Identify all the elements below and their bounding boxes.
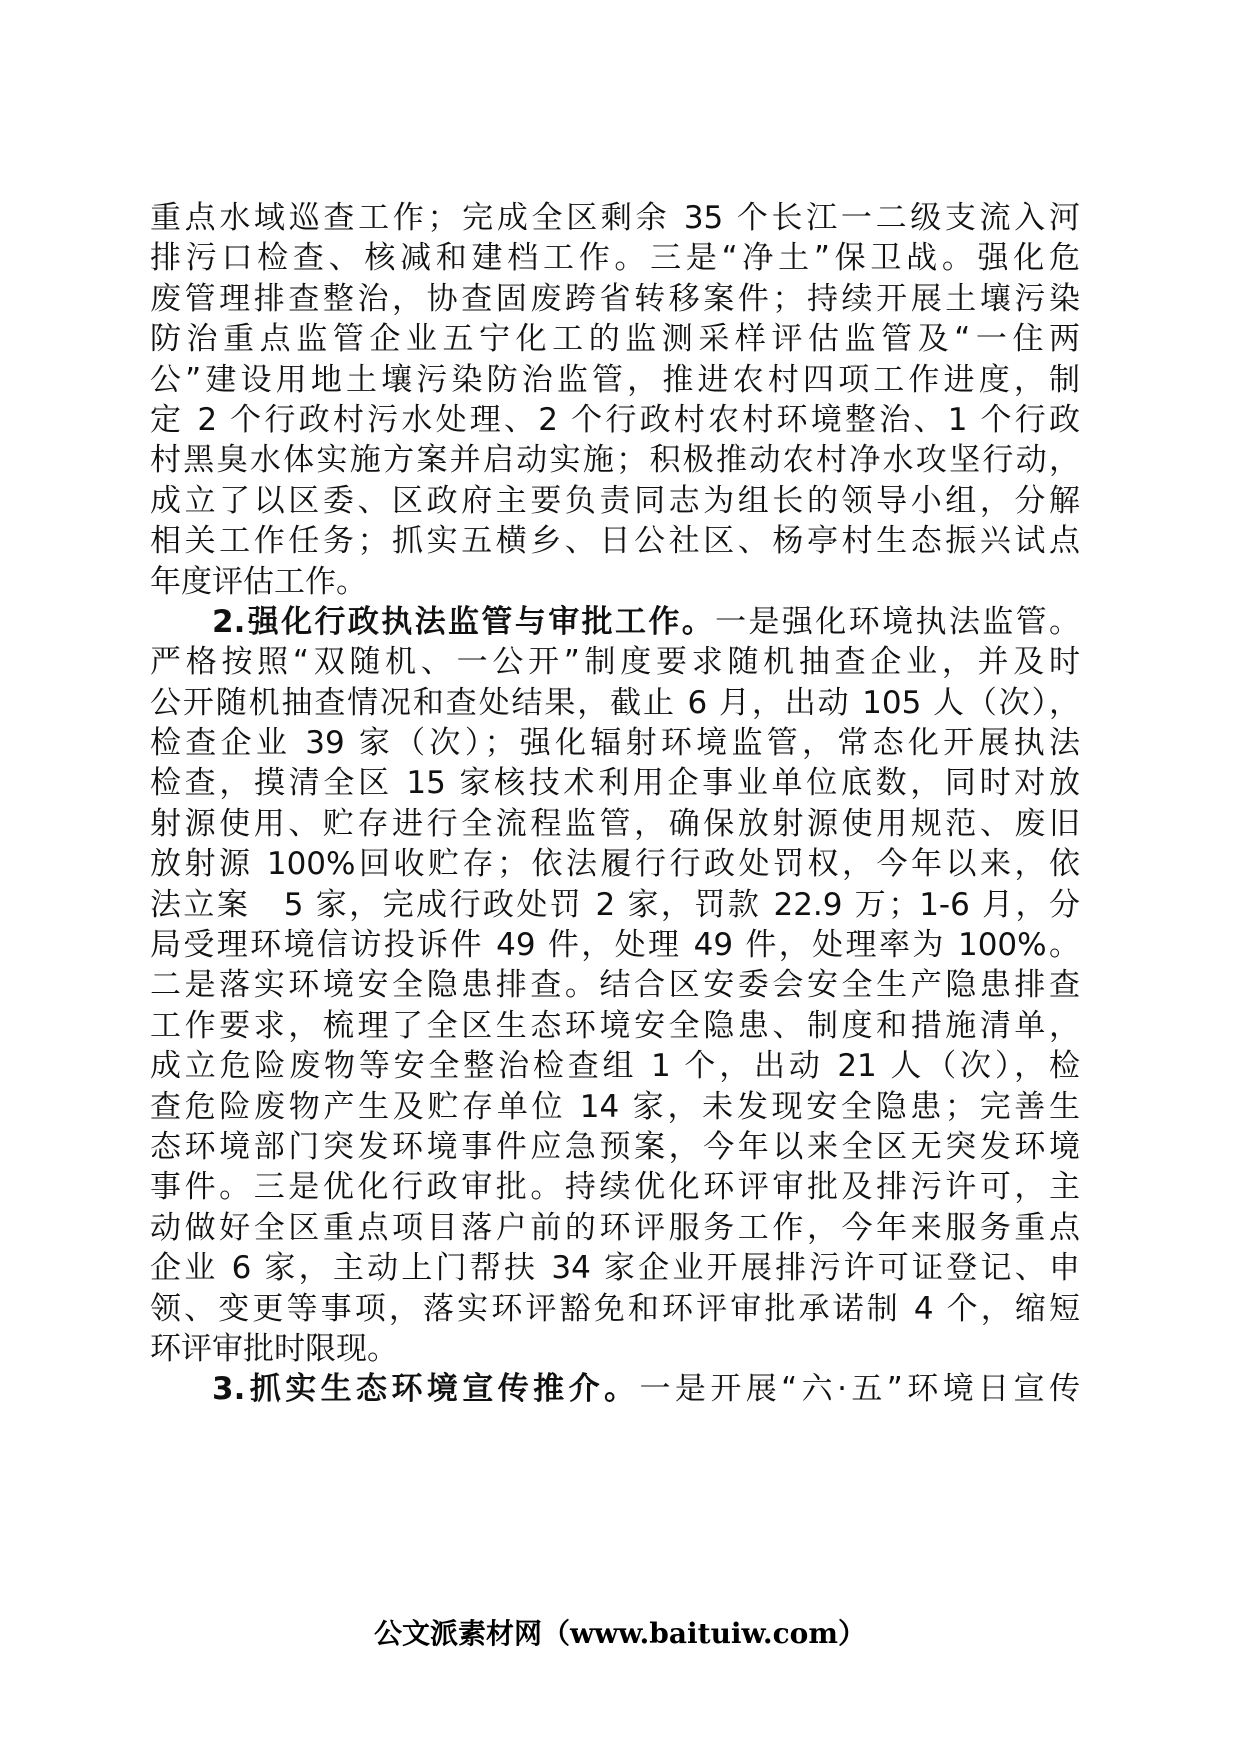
text-line: 严格按照“双随机、一公开”制度要求随机抽查企业，并及时 bbox=[150, 644, 1080, 681]
text-line: 检查，摸清全区 15 家核技术利用企事业单位底数，同时对放 bbox=[150, 765, 1080, 802]
text-line: 成立了以区委、区政府主要负责同志为组长的领导小组，分解 bbox=[150, 482, 1080, 519]
paragraph-2-first-line bbox=[150, 602, 1080, 642]
footer-watermark: 公文派素材网（www.baituiw.com） bbox=[374, 1617, 866, 1650]
text-line: 废管理排查整治，协查固废跨省转移案件；持续开展土壤污染 bbox=[150, 280, 1080, 317]
text-line: 一是开展“六·五”环境日宣传 bbox=[639, 1371, 1080, 1408]
text-line: 公”建设用地土壤污染防治监管，推进农村四项工作进度，制 bbox=[150, 361, 1080, 398]
text-line: 环评审批时限现。 bbox=[150, 1330, 398, 1367]
section-heading-3: 3.抓实生态环境宣传推介。 bbox=[212, 1371, 640, 1408]
text-line: 相关工作任务；抓实五横乡、日公社区、杨亭村生态振兴试点 bbox=[150, 523, 1080, 560]
text-line: 事件。三是优化行政审批。持续优化环评审批及排污许可，主 bbox=[150, 1169, 1080, 1206]
text-line: 成立危险废物等安全整治检查组 1 个，出动 21 人（次），检 bbox=[150, 1048, 1080, 1085]
text-line: 防治重点监管企业五宁化工的监测采样评估监管及“一住两 bbox=[150, 321, 1080, 358]
paragraph-3-first-line bbox=[150, 1369, 1080, 1409]
text-line: 态环境部门突发环境事件应急预案，今年以来全区无突发环境 bbox=[150, 1128, 1080, 1165]
text-line: 定 2 个行政村污水处理、2 个行政村农村环境整治、1 个行政 bbox=[150, 401, 1080, 438]
text-line: 局受理环境信访投诉件 49 件，处理 49 件，处理率为 100%。 bbox=[150, 927, 1080, 964]
document-body bbox=[150, 198, 1080, 1410]
text-line: 放射源 100%回收贮存；依法履行行政处罚权，今年以来，依 bbox=[150, 846, 1080, 883]
text-line: 一是强化环境执法监管。 bbox=[715, 603, 1080, 640]
text-line: 排污口检查、核减和建档工作。三是“净土”保卫战。强化危 bbox=[150, 240, 1080, 277]
text-line: 企业 6 家，主动上门帮扶 34 家企业开展排污许可证登记、申 bbox=[150, 1250, 1080, 1287]
text-line: 年度评估工作。 bbox=[150, 563, 367, 600]
text-line: 法立案 5 家，完成行政处罚 2 家，罚款 22.9 万；1-6 月，分 bbox=[150, 886, 1080, 923]
text-line: 村黑臭水体实施方案并启动实施；积极推动农村净水攻坚行动， bbox=[150, 442, 1080, 479]
text-line: 公开随机抽查情况和查处结果，截止 6 月，出动 105 人（次）， bbox=[150, 684, 1080, 721]
text-line: 查危险废物产生及贮存单位 14 家，未发现安全隐患；完善生 bbox=[150, 1088, 1080, 1125]
text-line: 领、变更等事项，落实环评豁免和环评审批承诺制 4 个，缩短 bbox=[150, 1290, 1080, 1327]
text-line: 工作要求，梳理了全区生态环境安全隐患、制度和措施清单， bbox=[150, 1007, 1080, 1044]
text-line: 重点水域巡查工作；完成全区剩余 35 个长江一二级支流入河 bbox=[150, 200, 1080, 236]
text-line: 检查企业 39 家（次）；强化辐射环境监管，常态化开展执法 bbox=[150, 725, 1080, 762]
text-line: 二是落实环境安全隐患排查。结合区安委会安全生产隐患排查 bbox=[150, 967, 1080, 1004]
section-heading-2: 2.强化行政执法监管与审批工作。 bbox=[212, 603, 716, 640]
text-line: 射源使用、贮存进行全流程监管，确保放射源使用规范、废旧 bbox=[150, 805, 1080, 842]
text-line: 动做好全区重点项目落户前的环评服务工作，今年来服务重点 bbox=[150, 1209, 1080, 1246]
